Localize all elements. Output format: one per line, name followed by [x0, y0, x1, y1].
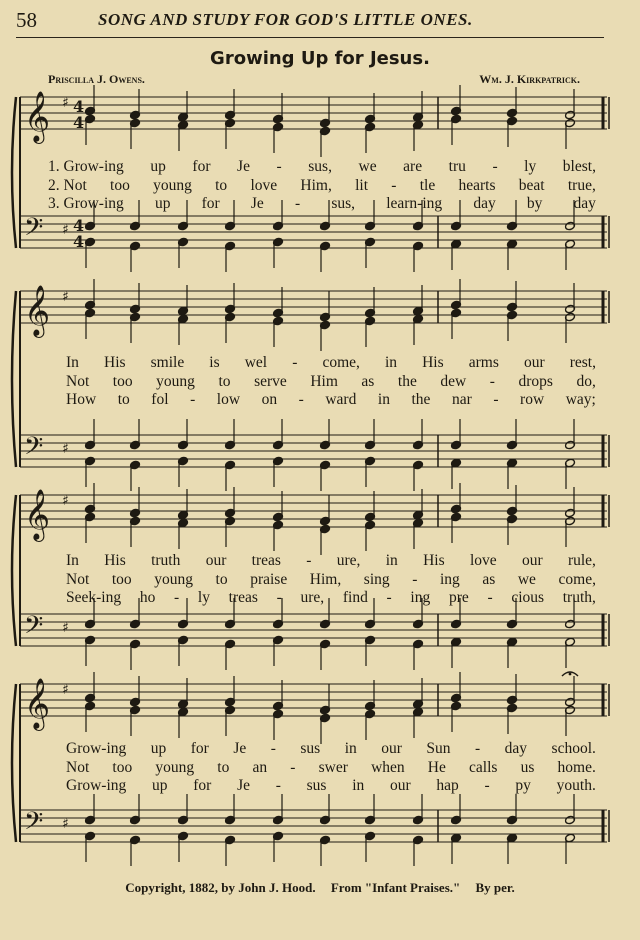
lyric-syllable: ing: [410, 589, 431, 606]
lyric-syllable: -: [475, 740, 481, 757]
lyric-syllable: Je: [250, 195, 264, 212]
lyric-syllable: sus,: [308, 158, 332, 175]
lyric-syllable: nar: [451, 391, 472, 408]
lyric-syllable: -: [306, 552, 312, 569]
lyric-syllable: -: [298, 391, 304, 408]
fermata-dot: [569, 673, 572, 676]
lyric-syllable: Je: [237, 158, 250, 175]
lyric-line: [48, 177, 596, 196]
lyric-syllable: -: [276, 589, 282, 606]
lyric-syllable: pre: [448, 589, 469, 606]
lyric-syllable: -: [270, 740, 276, 757]
source-notice: From "Infant Praises.": [330, 880, 461, 895]
lyric-syllable: In: [66, 354, 79, 371]
lyric-syllable: the: [411, 391, 431, 408]
time-signature-denominator: 4: [73, 113, 85, 132]
lyric-syllable: we: [517, 570, 536, 588]
lyric-syllable: up: [152, 777, 168, 794]
system-brace: [12, 97, 16, 248]
key-signature-sharp: ♯: [62, 493, 69, 509]
lyric-line: [48, 552, 596, 571]
lyric-syllable: day: [573, 195, 596, 212]
permission-notice: By per.: [475, 880, 515, 895]
lyric-syllable: -: [190, 391, 196, 408]
lyric-syllable: hearts: [458, 176, 496, 194]
lyric-syllable: we: [358, 158, 377, 175]
lyric-syllable: truth: [151, 552, 181, 569]
page-number: 58: [16, 8, 37, 32]
lyric-syllable: drops: [518, 372, 553, 390]
lyric-syllable: cious: [511, 589, 545, 606]
lyric-syllable: -: [412, 570, 418, 588]
lyric-syllable: ure,: [300, 589, 325, 606]
lyric-line: [48, 759, 596, 778]
key-signature-sharp: ♯: [62, 95, 69, 111]
song-title: Growing Up for Jesus.: [210, 48, 430, 69]
copyright-notice: Copyright, 1882, by John J. Hood.: [125, 880, 316, 895]
lyric-syllable: -: [487, 589, 493, 606]
lyric-syllable: tle: [419, 176, 436, 194]
lyric-syllable: up: [154, 195, 171, 212]
lyric-syllable: for: [190, 740, 209, 757]
lyric-syllable: our: [381, 740, 402, 757]
lyric-syllable: -: [292, 354, 298, 371]
lyric-syllable: sus: [306, 777, 327, 794]
key-signature-sharp: ♯: [62, 682, 69, 698]
lyric-syllable: beat: [518, 176, 545, 194]
lyric-syllable: in: [344, 740, 357, 757]
lyric-syllable: to: [215, 570, 228, 588]
lyric-syllable: too: [111, 570, 132, 588]
treble-clef: 𝄞: [24, 285, 51, 336]
lyric-syllable: truth,: [562, 589, 596, 606]
lyric-line: [48, 158, 596, 177]
lyric-syllable: our: [389, 777, 411, 794]
lyric-syllable: home.: [557, 758, 596, 776]
lyric-syllable: by: [526, 195, 543, 212]
time-signature-numerator: 4: [73, 216, 85, 235]
lyric-syllable: His: [104, 354, 126, 371]
lyric-syllable: He: [427, 758, 446, 776]
lyric-syllable: -: [290, 758, 296, 776]
lyricist-credit: Priscilla J. Owens.: [48, 72, 145, 86]
lyric-syllable: Him,: [309, 570, 342, 588]
lyric-syllable: in: [352, 777, 365, 794]
lyric-syllable: lit: [355, 176, 369, 194]
system-brace: [12, 291, 16, 467]
lyric-syllable: in: [384, 354, 398, 371]
lyric-syllable: 3. Grow-ing: [48, 195, 124, 212]
lyric-syllable: young: [155, 758, 195, 776]
lyric-syllable: day: [504, 740, 528, 757]
lyric-syllable: -: [275, 777, 281, 794]
lyric-syllable: are: [403, 158, 423, 175]
lyric-syllable: do,: [576, 372, 596, 390]
lyric-syllable: come,: [322, 354, 360, 371]
lyric-syllable: 1. Grow-ing: [48, 158, 124, 175]
lyric-syllable: love: [469, 552, 497, 569]
lyric-syllable: ly: [524, 158, 537, 175]
lyric-syllable: wel: [244, 354, 268, 371]
lyric-syllable: on: [261, 391, 278, 408]
lyric-line: [48, 373, 596, 392]
lyric-syllable: His: [423, 552, 445, 569]
key-signature-sharp: ♯: [62, 222, 69, 238]
system-brace: [12, 495, 16, 646]
system-brace: [12, 684, 16, 842]
lyric-syllable: sus: [300, 740, 321, 757]
running-title: SONG AND STUDY FOR GOD'S LITTLE ONES.: [98, 10, 473, 29]
lyric-syllable: ly: [197, 589, 210, 606]
lyric-syllable: too: [110, 176, 130, 194]
lyric-syllable: low: [216, 391, 241, 408]
lyric-syllable: praise: [250, 570, 288, 588]
lyric-syllable: blest,: [562, 158, 596, 175]
lyric-syllable: Not: [66, 758, 90, 776]
lyric-syllable: love: [250, 176, 278, 194]
lyric-syllable: true,: [567, 176, 596, 194]
lyric-syllable: serve: [254, 372, 287, 390]
lyric-syllable: Seek-ing: [66, 589, 122, 606]
lyric-syllable: as: [361, 372, 375, 390]
time-signature-numerator: 4: [73, 97, 85, 116]
lyric-block: [48, 740, 596, 796]
lyric-syllable: -: [484, 777, 490, 794]
lyric-syllable: learn-ing: [386, 195, 443, 212]
lyric-syllable: to: [215, 176, 228, 194]
lyric-syllable: calls: [469, 758, 498, 776]
lyric-syllable: -: [493, 391, 499, 408]
lyric-syllable: py: [515, 777, 531, 794]
lyric-syllable: our: [205, 552, 227, 569]
bass-clef: 𝄢: [24, 611, 44, 646]
lyric-syllable: rest,: [569, 354, 596, 371]
time-signature-denominator: 4: [73, 232, 85, 251]
lyric-line: [48, 354, 596, 373]
lyric-syllable: swer: [318, 758, 348, 776]
key-signature-sharp: ♯: [62, 816, 69, 832]
lyric-syllable: too: [112, 372, 133, 390]
lyric-syllable: find: [342, 589, 368, 606]
lyric-syllable: in: [377, 391, 390, 408]
lyric-syllable: young: [153, 176, 192, 194]
lyric-syllable: Je: [233, 740, 247, 757]
lyric-syllable: way;: [565, 391, 596, 408]
lyric-syllable: -: [386, 589, 392, 606]
lyric-line: [48, 740, 596, 759]
composer-credit: Wm. J. Kirkpatrick.: [479, 72, 580, 86]
lyric-line: [48, 589, 596, 608]
lyric-syllable: -: [276, 158, 282, 175]
lyric-syllable: to: [217, 758, 230, 776]
lyric-syllable: Not: [66, 570, 90, 588]
lyric-syllable: ward: [325, 391, 357, 408]
lyric-syllable: ho: [139, 589, 156, 606]
lyric-syllable: tru: [448, 158, 466, 175]
copyright-footer: [0, 880, 640, 896]
lyric-syllable: youth.: [556, 777, 596, 794]
lyric-syllable: the: [397, 372, 417, 390]
lyric-syllable: In: [66, 552, 79, 569]
lyric-syllable: our: [521, 552, 543, 569]
lyric-syllable: us: [520, 758, 535, 776]
lyric-syllable: to: [218, 372, 231, 390]
lyric-syllable: -: [294, 195, 301, 212]
lyric-syllable: for: [193, 777, 212, 794]
lyric-syllable: sus,: [331, 195, 356, 212]
key-signature-sharp: ♯: [62, 441, 69, 457]
lyric-syllable: for: [201, 195, 220, 212]
lyric-line: [48, 777, 596, 796]
bass-clef: 𝄢: [24, 807, 44, 842]
key-signature-sharp: ♯: [62, 289, 69, 305]
lyric-syllable: His: [422, 354, 444, 371]
lyric-syllable: Sun: [426, 740, 451, 757]
lyric-syllable: young: [154, 570, 193, 588]
lyric-line: [48, 195, 596, 214]
lyric-syllable: smile: [150, 354, 185, 371]
treble-clef: 𝄞: [24, 678, 51, 729]
lyric-syllable: row: [520, 391, 545, 408]
lyric-syllable: when: [371, 758, 405, 776]
lyric-syllable: young: [156, 372, 195, 390]
key-signature-sharp: ♯: [62, 620, 69, 636]
lyric-syllable: fol: [151, 391, 169, 408]
lyric-syllable: -: [174, 589, 180, 606]
lyric-syllable: Him,: [300, 176, 332, 194]
lyric-syllable: is: [209, 354, 220, 371]
bass-clef: 𝄢: [24, 213, 44, 248]
lyric-syllable: rule,: [567, 552, 596, 569]
lyric-syllable: ing: [439, 570, 460, 588]
lyric-syllable: -: [489, 372, 495, 390]
lyric-syllable: school.: [551, 740, 596, 757]
lyric-syllable: Je: [237, 777, 250, 794]
lyric-syllable: dew: [440, 372, 467, 390]
lyric-line: [48, 571, 596, 590]
lyric-syllable: up: [150, 740, 167, 757]
lyric-block: [48, 354, 596, 410]
lyric-syllable: day: [473, 195, 496, 212]
lyric-syllable: as: [482, 570, 496, 588]
lyric-syllable: come,: [558, 570, 596, 588]
lyric-syllable: -: [492, 158, 498, 175]
lyric-block: [48, 552, 596, 608]
bass-clef: 𝄢: [24, 432, 44, 467]
lyric-syllable: Not: [66, 372, 90, 390]
lyric-syllable: to: [117, 391, 130, 408]
lyric-syllable: How: [66, 391, 97, 408]
lyric-syllable: -: [391, 176, 397, 194]
lyric-syllable: our: [523, 354, 545, 371]
lyric-syllable: arms: [468, 354, 499, 371]
lyric-syllable: hap: [436, 777, 459, 794]
lyric-syllable: Grow-ing: [66, 777, 127, 794]
lyric-block: [48, 158, 596, 214]
lyric-syllable: for: [192, 158, 211, 175]
lyric-syllable: in: [385, 552, 398, 569]
lyric-syllable: Grow-ing: [66, 740, 127, 757]
lyric-syllable: Him: [310, 372, 338, 390]
treble-clef: 𝄞: [24, 489, 51, 540]
lyric-syllable: 2. Not: [48, 176, 87, 194]
lyric-syllable: treas: [228, 589, 258, 606]
lyric-syllable: His: [104, 552, 126, 569]
lyric-syllable: ure,: [336, 552, 361, 569]
lyric-syllable: too: [112, 758, 133, 776]
lyric-line: [48, 391, 596, 410]
treble-clef: 𝄞: [24, 91, 51, 142]
lyric-syllable: treas: [251, 552, 281, 569]
lyric-syllable: an: [252, 758, 268, 776]
lyric-syllable: sing: [363, 570, 390, 588]
lyric-syllable: up: [150, 158, 166, 175]
